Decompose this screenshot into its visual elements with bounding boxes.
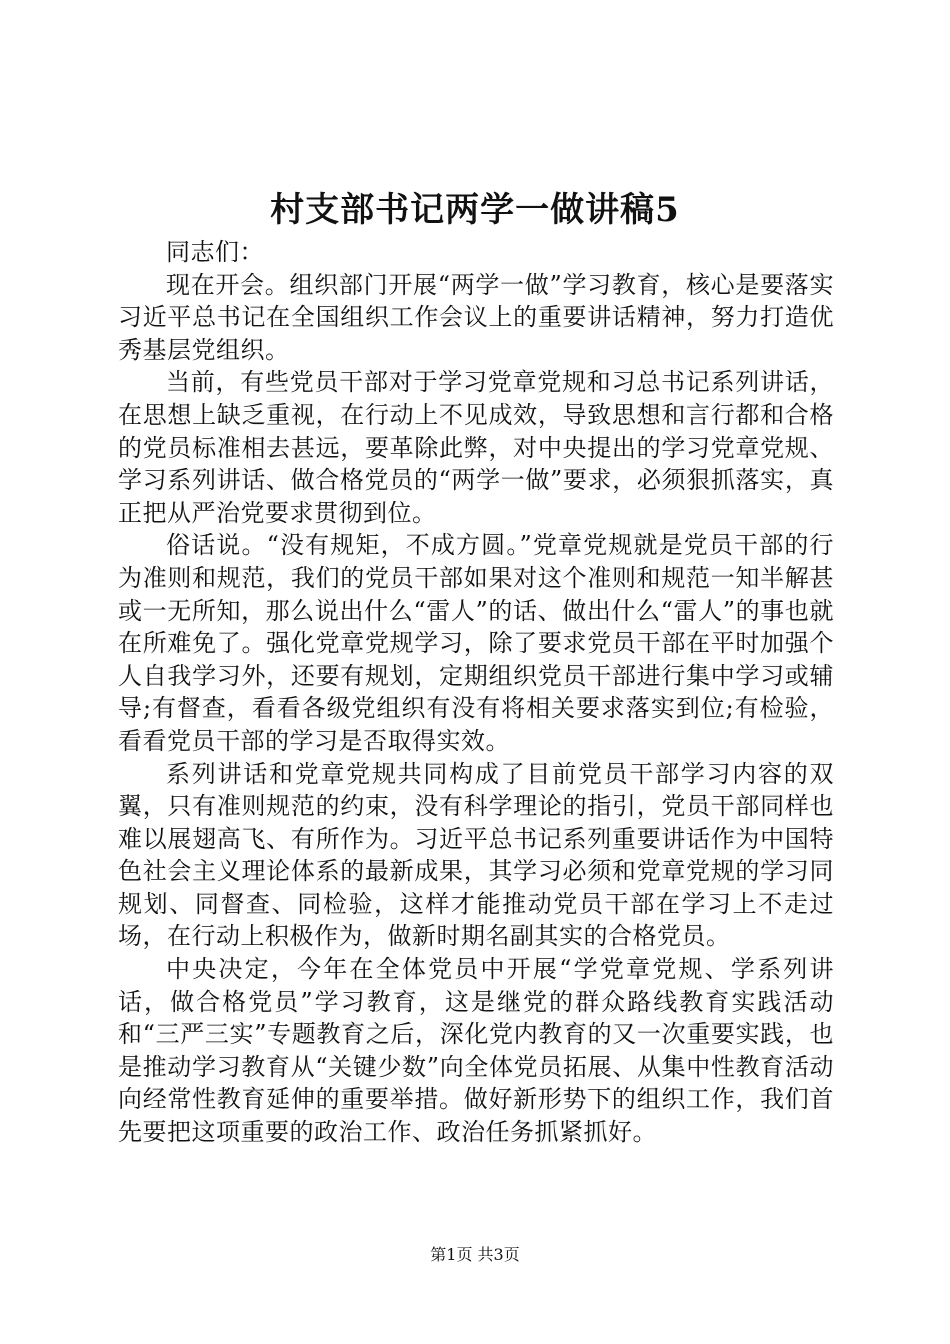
salutation: 同志们： — [166, 238, 264, 266]
paragraph: 当前，有些党员干部对于学习党章党规和习总书记系列讲话，在思想上缺乏重视，在行动上不见成效，导致思想和言行都和合格的党员标准相去甚远，要革除此弊，对中央提出的学习党章党规、学习系列讲话、做合格党员的“两学一做”要求，必须狠抓落实，真正把从严治党要求贯彻到位。 — [118, 368, 834, 527]
paragraph: 现在开会。组织部门开展“两学一做”学习教育，核心是要落实习近平总书记在全国组织工作会议上的重要讲话精神，努力打造优秀基层党组织。 — [118, 270, 834, 364]
document-body — [118, 236, 834, 1149]
paragraph: 中央决定，今年在全体党员中开展“学党章党规、学系列讲话，做合格党员”学习教育，这是继党的群众路线教育实践活动和“三严三实”专题教育之后，深化党内教育的又一次重要实践，也是推动学习教育从“关键少数”向全体党员拓展、从集中性教育活动向经常性教育延伸的重要举措。做好新形势下的组织工作，我们首先要把这项重要的政治工作、政治任务抓紧抓好。 — [118, 955, 834, 1147]
page-number-footer: 第1页 共3页 — [430, 1245, 520, 1264]
paragraph: 俗话说。“没有规矩，不成方圆。”党章党规就是党员干部的行为准则和规范，我们的党员干部如果对这个准则和规范一知半解甚或一无所知，那么说出什么“雷人”的话、做出什么“雷人”的事也就在所难免了。强化党章党规学习，除了要求党员干部在平时加强个人自我学习外，还要有规划，定期组织党员干部进行集中学习或辅导;有督查，看看各级党组织有没有将相关要求落实到位;有检验，看看党员干部的学习是否取得实效。 — [118, 531, 834, 755]
document-title: 村支部书记两学一做讲稿5 — [270, 190, 680, 230]
paragraph: 系列讲话和党章党规共同构成了目前党员干部学习内容的双翼，只有准则规范的约束，没有科学理论的指引，党员干部同样也难以展翅高飞、有所作为。习近平总书记系列重要讲话作为中国特色社会主义理论体系的最新成果，其学习必须和党章党规的学习同规划、同督查、同检验，这样才能推动党员干部在学习上不走过场，在行动上积极作为，做新时期名副其实的合格党员。 — [118, 759, 834, 951]
